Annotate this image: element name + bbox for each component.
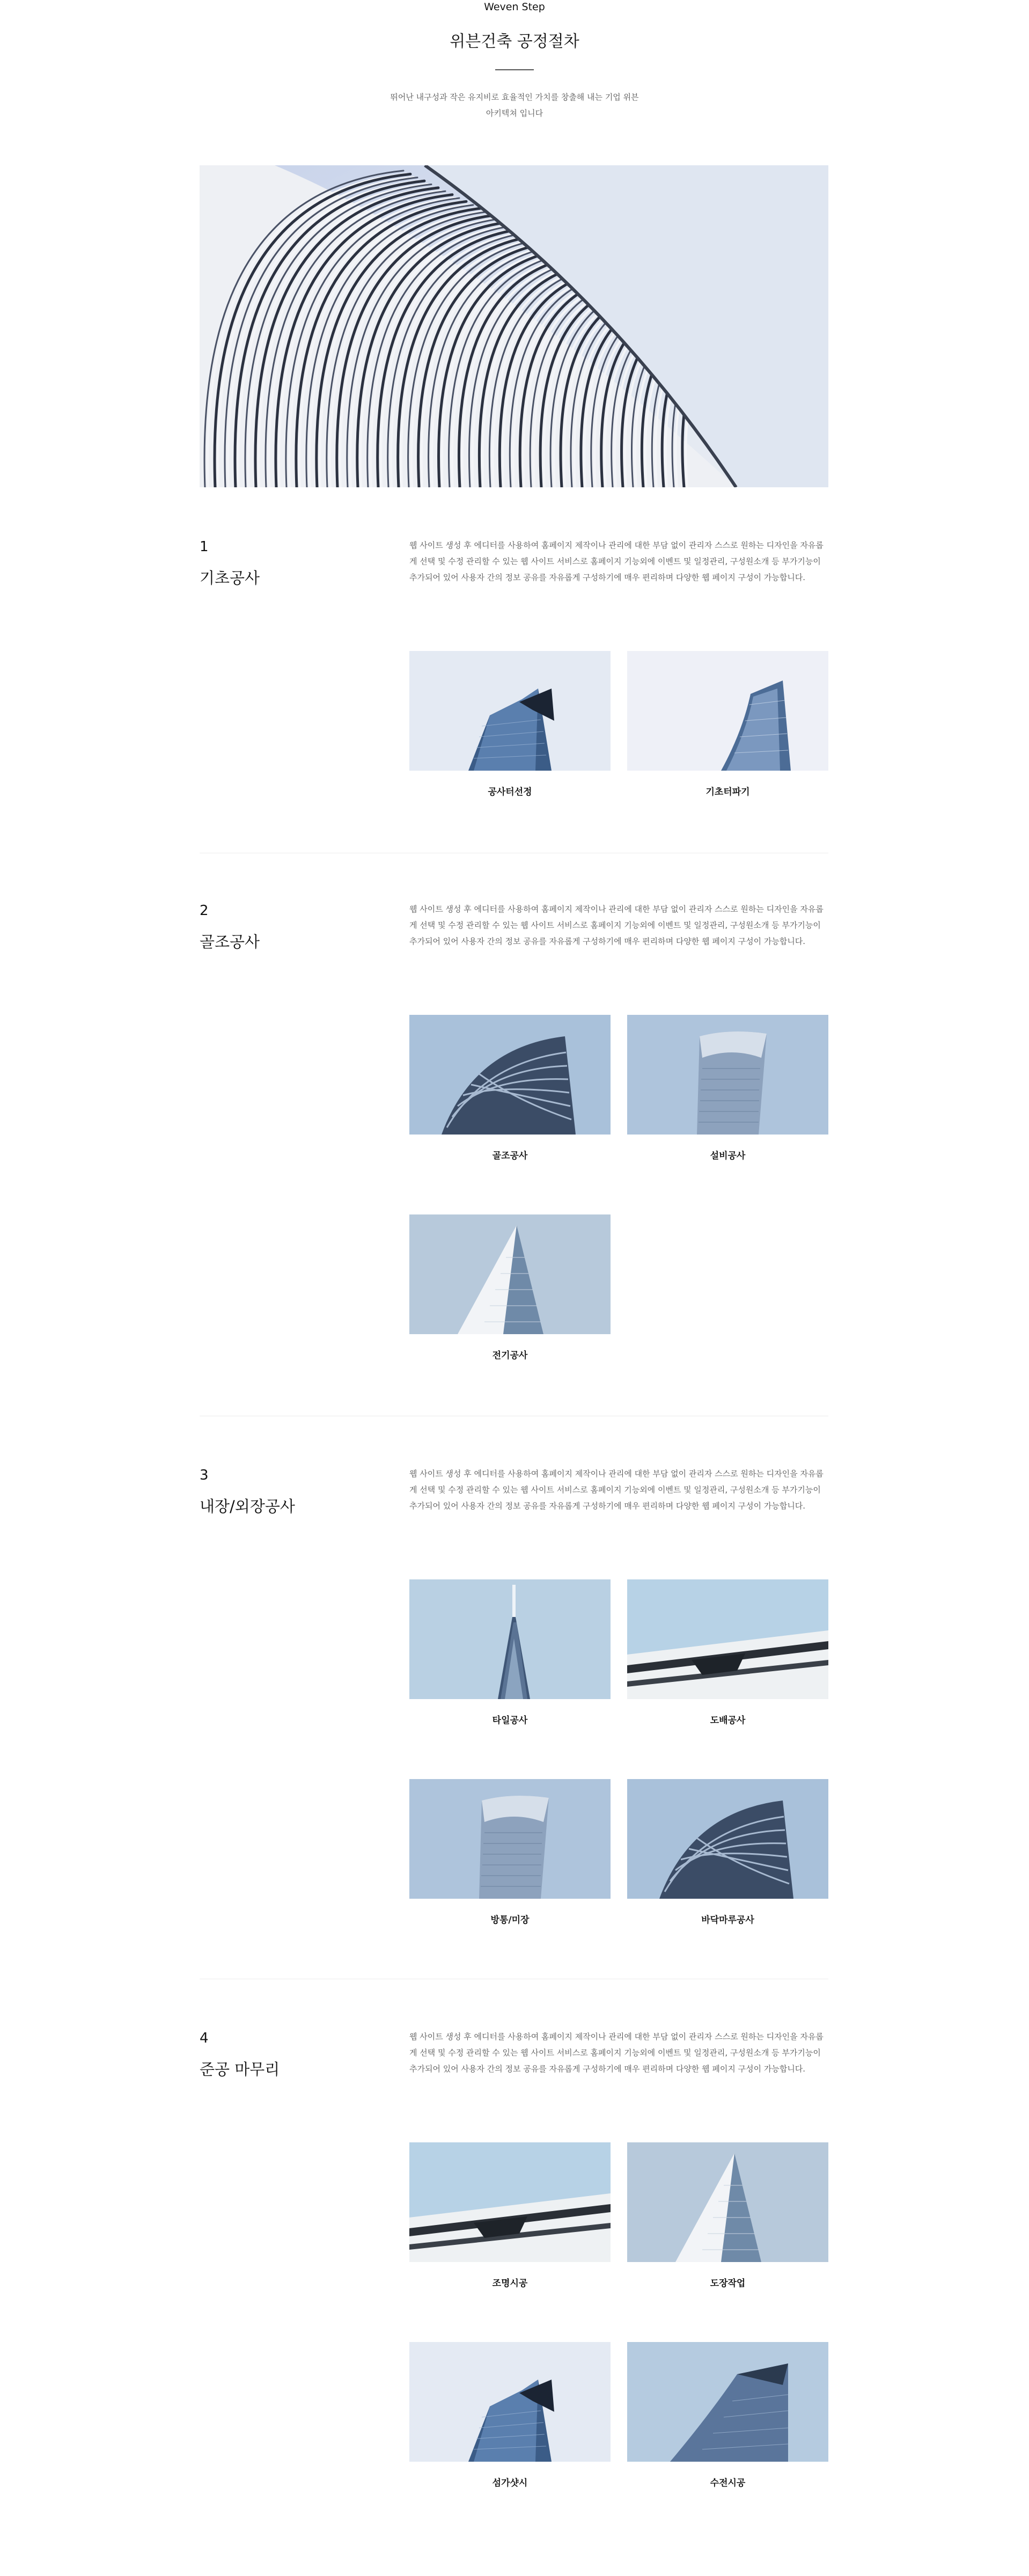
- process-card-4[interactable]: [627, 1779, 828, 1927]
- card-label: 공사터선정: [488, 787, 532, 797]
- subtitle-line-2: 아키텍쳐 입니다: [486, 108, 543, 118]
- hero-image: [200, 165, 828, 487]
- page-subtitle: [354, 89, 675, 121]
- card-label: 바닥마루공사: [701, 1915, 754, 1926]
- card-label: 도배공사: [710, 1715, 746, 1726]
- card-image: [627, 1579, 828, 1699]
- step-title: 내장/외장공사: [200, 1497, 295, 1516]
- process-card-2[interactable]: [627, 2142, 828, 2290]
- process-card-3[interactable]: [409, 2342, 611, 2490]
- step-number: 3: [200, 1467, 209, 1483]
- process-card-1[interactable]: [409, 2142, 611, 2290]
- card-image: [627, 1015, 828, 1135]
- process-card-4[interactable]: [627, 2342, 828, 2490]
- step-title: 준공 마무리: [200, 2060, 280, 2079]
- card-image: [409, 1579, 611, 1699]
- subtitle-line-1: 뛰어난 내구성과 작은 유지비로 효율적인 가치를 창출해 내는 기업 위븐: [390, 92, 639, 102]
- process-card-3[interactable]: [409, 1214, 611, 1362]
- card-label: 전기공사: [492, 1350, 528, 1361]
- title-divider: [495, 69, 534, 70]
- card-label: 기초터파기: [705, 787, 750, 797]
- card-label: 타일공사: [492, 1715, 528, 1726]
- step-title: 기초공사: [200, 569, 260, 587]
- card-label: 조명시공: [492, 2278, 528, 2289]
- card-label: 수전시공: [710, 2478, 746, 2489]
- card-image: [409, 651, 611, 771]
- card-label: 섬가샷시: [492, 2478, 528, 2489]
- card-image: [409, 1214, 611, 1334]
- step-number: 4: [200, 2030, 209, 2046]
- card-image: [409, 2142, 611, 2262]
- card-image: [627, 2142, 828, 2262]
- card-image: [409, 1015, 611, 1135]
- card-image: [627, 1779, 828, 1899]
- process-card-1[interactable]: [409, 1579, 611, 1727]
- step-description: 웹 사이트 생성 후 에디터를 사용하여 홈페이지 제작이나 관리에 대한 부담 없이 관리자 스스로 원하는 디자인을 자유롭게 선택 및 수정 관리할 수 있는 웹 사이트 서비스로 홈페이지 기능외에 이벤트 및 일정관리, 구성원소개 등 부가기능이 추가되어 있어 사용자 간의 정보 공유를 자유롭게 구성하기에 매우 편리하며 다양한 웹 페이지 구성이 가능합니다.: [409, 540, 824, 582]
- page-title: 위븐건축 공정절차: [450, 32, 579, 51]
- card-label: 도장작업: [710, 2278, 746, 2289]
- step-title: 골조공사: [200, 933, 260, 951]
- process-card-1[interactable]: [409, 651, 611, 799]
- step-number: 1: [200, 539, 209, 555]
- step-number: 2: [200, 903, 209, 919]
- step-description: 웹 사이트 생성 후 에디터를 사용하여 홈페이지 제작이나 관리에 대한 부담 없이 관리자 스스로 원하는 디자인을 자유롭게 선택 및 수정 관리할 수 있는 웹 사이트 서비스로 홈페이지 기능외에 이벤트 및 일정관리, 구성원소개 등 부가기능이 추가되어 있어 사용자 간의 정보 공유를 자유롭게 구성하기에 매우 편리하며 다양한 웹 페이지 구성이 가능합니다.: [409, 2032, 824, 2074]
- process-card-2[interactable]: [627, 651, 828, 799]
- card-image: [627, 651, 828, 771]
- brand-name: Weven Step: [484, 1, 545, 13]
- card-label: 설비공사: [710, 1151, 746, 1161]
- card-label: 골조공사: [492, 1151, 528, 1161]
- process-card-1[interactable]: [409, 1015, 611, 1162]
- process-card-3[interactable]: [409, 1779, 611, 1927]
- card-label: 방통/미장: [490, 1915, 530, 1926]
- card-image: [409, 2342, 611, 2462]
- card-image: [409, 1779, 611, 1899]
- step-description: 웹 사이트 생성 후 에디터를 사용하여 홈페이지 제작이나 관리에 대한 부담 없이 관리자 스스로 원하는 디자인을 자유롭게 선택 및 수정 관리할 수 있는 웹 사이트 서비스로 홈페이지 기능외에 이벤트 및 일정관리, 구성원소개 등 부가기능이 추가되어 있어 사용자 간의 정보 공유를 자유롭게 구성하기에 매우 편리하며 다양한 웹 페이지 구성이 가능합니다.: [409, 904, 824, 946]
- step-description: 웹 사이트 생성 후 에디터를 사용하여 홈페이지 제작이나 관리에 대한 부담 없이 관리자 스스로 원하는 디자인을 자유롭게 선택 및 수정 관리할 수 있는 웹 사이트 서비스로 홈페이지 기능외에 이벤트 및 일정관리, 구성원소개 등 부가기능이 추가되어 있어 사용자 간의 정보 공유를 자유롭게 구성하기에 매우 편리하며 다양한 웹 페이지 구성이 가능합니다.: [409, 1469, 824, 1511]
- process-card-2[interactable]: [627, 1579, 828, 1727]
- process-card-2[interactable]: [627, 1015, 828, 1162]
- card-image: [627, 2342, 828, 2462]
